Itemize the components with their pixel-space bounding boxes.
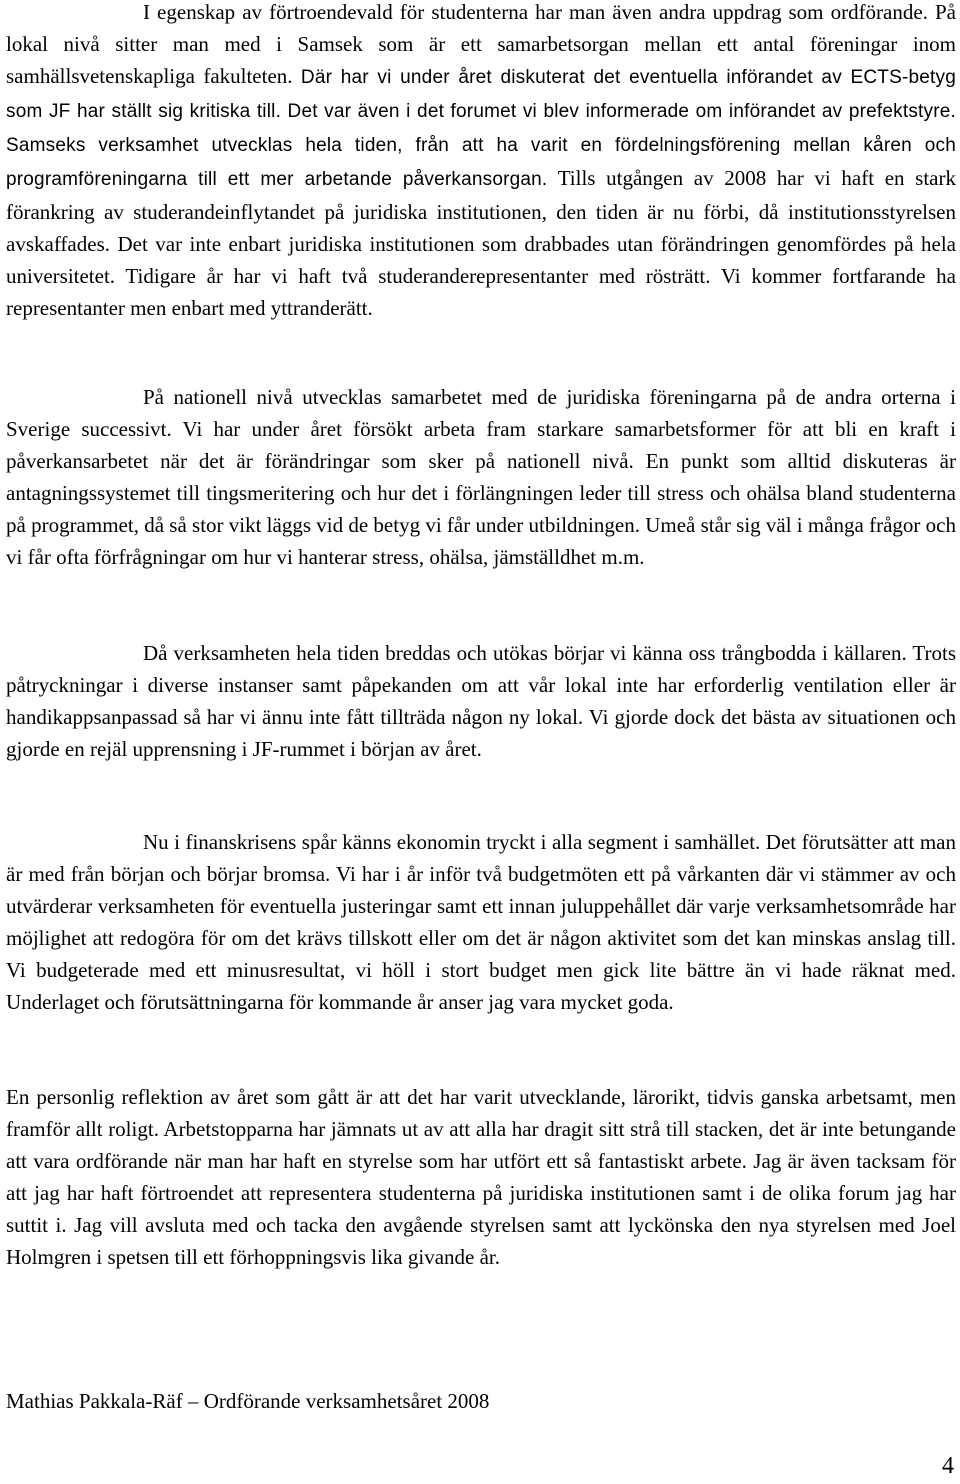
paragraph-personal-reflection: En personlig reflektion av året som gått är att det har varit utvecklande, lärorikt, tidvis ganska arbetsamt, men framför allt roligt. Arbetstopparna har jämnats ut av att alla har dragit sitt strå till stacken, det är inte betungande att vara ordförande när man har haft en styrelse som har utfört ett så fantastiskt arbete. Jag är även tacksam för att jag har haft förtroendet att representera studenterna på juridiska institutionen samt i de olika forum jag har suttit i. Jag vill avsluta med och tacka den avgående styrelsen samt att lyckönska den nya styrelsen med Joel Holmgren i spetsen till ett förhoppningsvis lika givande år. <box>6 1085 956 1269</box>
paragraph-national-level: På nationell nivå utvecklas samarbetet med de juridiska föreningarna på de andra orterna i Sverige successivt. Vi har under året försökt arbeta fram starkare samarbetsformer för att bli en kraft i påverkansarbetet när det är förändringar som sker på nationell nivå. En punkt som alltid diskuteras är antagningssystemet till tingsmeritering och hur det i förlängningen leder till stress och ohälsa bland studenterna på programmet, då så stor vikt läggs vid de betyg vi får under utbildningen. Umeå står sig väl i många frågor och vi får ofta förfrågningar om hur vi hanterar stress, ohälsa, jämställdhet m.m. <box>6 385 956 569</box>
paragraph-samsek-part-3: Tills utgången av 2008 har vi haft en stark förankring av studerandeinflytandet på juridiska institutionen, den tiden är nu förbi, då institutionsstyrelsen avskaffades. Det var inte enbart juridiska institutionen som drabbades utan förändringen genomfördes på hela universitetet. Tidigare år har vi haft två studeranderepresentanter med rösträtt. Vi kommer fortfarande ha representanter men enbart med yttranderätt. <box>6 166 956 320</box>
paragraph-samsek <box>6 0 956 324</box>
paragraph-samsek-part-1: I egenskap av förtroendevald för studenterna har man även andra uppdrag som ordförande. På lokal nivå sitter man med i Samsek som är ett samarbetsorgan mellan ett antal föreningar inom samhällsvetenskapliga fakulteten. <box>6 0 956 88</box>
signature-line: Mathias Pakkala-Räf – Ordförande verksamhetsåret 2008 <box>6 1389 490 1413</box>
paragraph-samsek-part-2: Där har vi under året diskuterat det eventuella införandet av ECTS-betyg som JF har ställt sig kritiska till. Det var även i det forumet vi blev informerade om införandet av prefektstyre. Samseks verksamhet utvecklas hela tiden, från att ha varit en fördelningsförening mellan kåren och programföreningarna till ett mer arbetande påverkansorgan. <box>6 67 956 190</box>
page-number: 4 <box>942 1453 954 1479</box>
paragraph-economy: Nu i finanskrisens spår känns ekonomin tryckt i alla segment i samhället. Det förutsätter att man är med från början och börjar bromsa. Vi har i år inför två budgetmöten ett på vårkanten där vi stämmer av och utvärderar verksamheten för eventuella justeringar samt ett innan juluppehållet där varje verksamhetsområde har möjlighet att redogöra för om det krävs tillskott eller om det är någon aktivitet som det kan minskas anslag till. Vi budgeterade med ett minusresultat, vi höll i stort budget men gick lite bättre än vi hade räknat med. Underlaget och förutsättningarna för kommande år anser jag vara mycket goda. <box>6 830 956 1014</box>
paragraph-premises: Då verksamheten hela tiden breddas och utökas börjar vi känna oss trångbodda i källaren. Trots påtryckningar i diverse instanser samt påpekanden om att vår lokal inte har erforderlig ventilation eller är handikappsanpassad så har vi ännu inte fått tillträda någon ny lokal. Vi gjorde dock det bästa av situationen och gjorde en rejäl upprensning i JF-rummet i början av året. <box>6 641 956 761</box>
